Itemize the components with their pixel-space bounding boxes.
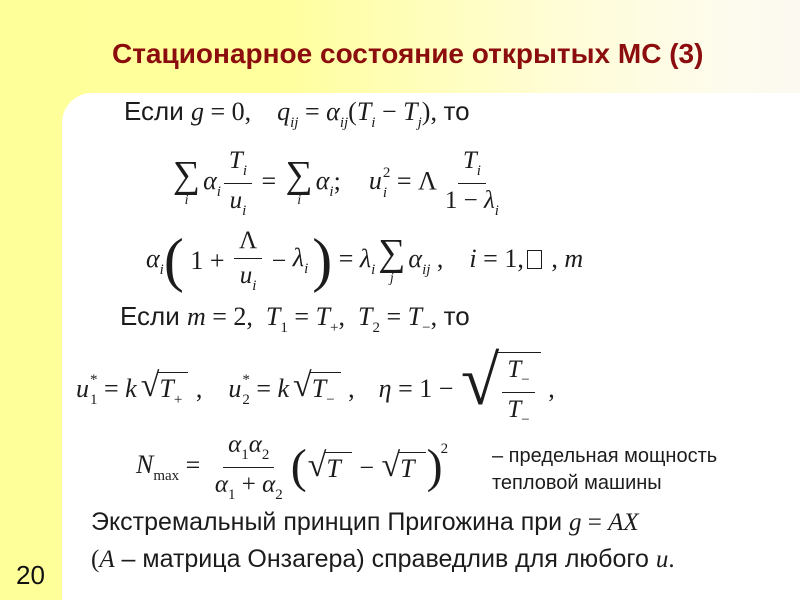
math-subsup-stack xyxy=(90,373,98,408)
math-scripted xyxy=(159,375,182,409)
math-text: , xyxy=(338,302,358,331)
math-text: − xyxy=(521,372,530,388)
math-text: i xyxy=(304,261,309,278)
math-radical xyxy=(140,367,189,409)
math-text: = xyxy=(255,166,283,196)
math-sub xyxy=(495,203,499,219)
math-scripted xyxy=(265,302,288,336)
math-text: i xyxy=(469,243,477,273)
sum-icon: ∑ xyxy=(285,154,313,197)
math-radicand xyxy=(157,372,188,409)
math-text: k xyxy=(277,373,290,403)
math-text: T xyxy=(358,302,373,331)
radical-icon: √ xyxy=(293,367,312,405)
math-scripted xyxy=(229,186,247,219)
math-text: i xyxy=(159,261,164,278)
math-text: 1 + xyxy=(183,246,231,276)
math-text: − xyxy=(422,320,431,336)
math-sub xyxy=(90,393,98,408)
math-radical xyxy=(307,447,352,485)
math-text: T xyxy=(311,374,327,404)
right-paren: ) xyxy=(426,439,443,493)
math-text: α xyxy=(228,431,242,458)
left-paren: ( xyxy=(290,439,307,493)
formula-optimal-velocities xyxy=(76,343,555,430)
math-scripted xyxy=(228,431,249,463)
left-paren: ( xyxy=(163,227,184,294)
math-text: T xyxy=(507,356,522,383)
math-text: α xyxy=(203,166,217,196)
math-radical xyxy=(293,367,341,409)
math-text: α xyxy=(262,470,276,498)
math-text: + xyxy=(235,470,263,498)
math-scripted xyxy=(239,262,257,294)
math-text: α xyxy=(214,470,228,498)
math-text: u xyxy=(368,166,382,196)
math-text: α xyxy=(315,166,330,196)
math-text: = xyxy=(179,450,207,480)
math-text: i xyxy=(216,184,221,201)
math-sub xyxy=(372,320,380,336)
math-text: , xyxy=(341,373,355,403)
math-text: = xyxy=(249,373,278,403)
math-text: α xyxy=(326,97,340,126)
math-scripted xyxy=(403,97,422,131)
math-text: = xyxy=(581,509,609,536)
math-sub xyxy=(153,468,179,484)
math-sub xyxy=(252,278,256,294)
math-text: = xyxy=(287,302,316,331)
math-text: = xyxy=(332,243,360,273)
math-text: − xyxy=(521,411,530,428)
math-text: m xyxy=(564,243,584,273)
math-scripted xyxy=(359,243,376,278)
math-text: i xyxy=(242,202,247,219)
math-text: i xyxy=(242,163,247,179)
math-radicand xyxy=(324,452,351,482)
math-sub xyxy=(371,262,375,278)
math-paren-group xyxy=(164,226,332,296)
math-sub xyxy=(242,203,246,219)
math-text: = 1, xyxy=(476,243,524,273)
math-scripted xyxy=(262,470,283,503)
math-text: N xyxy=(136,450,154,480)
math-scripted xyxy=(228,147,247,179)
math-text: 1 xyxy=(241,447,249,463)
math-radicand xyxy=(497,352,540,430)
math-text: 2 xyxy=(275,486,283,503)
math-sub xyxy=(241,447,249,463)
math-scripted xyxy=(203,166,221,201)
math-text: ( xyxy=(348,97,357,126)
math-sub xyxy=(340,115,348,131)
math-scripted xyxy=(408,243,431,278)
math-text: ij xyxy=(290,115,299,131)
math-text: * xyxy=(90,372,98,389)
math-text: T xyxy=(228,147,243,174)
math-text: , xyxy=(189,373,203,403)
math-text: u xyxy=(228,373,242,403)
math-text: − xyxy=(265,246,293,276)
math-sub xyxy=(521,372,529,388)
math-sub xyxy=(477,163,481,179)
math-radical xyxy=(381,447,426,485)
math-text: α xyxy=(248,431,262,458)
math-text: 1 xyxy=(280,320,288,336)
math-radicand xyxy=(398,452,425,482)
math-text: − xyxy=(352,452,381,482)
math-text: i xyxy=(494,202,499,219)
math-scripted xyxy=(507,395,530,428)
math-text: 1 xyxy=(90,392,98,409)
math-text: i xyxy=(476,163,481,179)
math-sub xyxy=(422,320,430,336)
math-text: ( xyxy=(91,546,100,573)
math-sum xyxy=(173,154,201,209)
math-sup xyxy=(242,373,250,388)
math-denominator xyxy=(235,259,262,296)
math-scripted xyxy=(407,302,431,336)
math-text: k xyxy=(125,373,137,403)
math-text: i xyxy=(329,184,334,201)
math-radicand xyxy=(310,372,341,409)
math-text: T xyxy=(315,302,331,331)
math-text: = 2, xyxy=(205,302,266,331)
math-text: T xyxy=(407,302,423,331)
math-text: λ xyxy=(359,243,372,273)
math-text: 2 xyxy=(382,164,391,181)
page-number: 20 xyxy=(16,560,45,590)
math-sum xyxy=(285,154,313,209)
math-text: α xyxy=(408,243,423,273)
missing-glyph-box xyxy=(527,250,542,269)
math-text: ij xyxy=(422,261,431,278)
math-fraction xyxy=(210,430,288,505)
prigogine-principle-line-1 xyxy=(91,509,639,536)
math-denominator xyxy=(210,468,288,505)
math-text: * xyxy=(242,372,250,389)
math-scripted xyxy=(277,97,299,131)
math-text: 1 xyxy=(227,486,236,503)
math-text: , xyxy=(544,243,565,273)
math-text: 1 − xyxy=(444,186,484,214)
math-exponent: 2 xyxy=(440,441,449,458)
math-text: , xyxy=(430,302,444,331)
math-radical xyxy=(460,343,541,430)
math-text: Если xyxy=(120,301,187,331)
math-paren-body xyxy=(307,447,427,485)
math-denominator xyxy=(225,184,252,221)
max-power-note-line-2: тепловой машины xyxy=(492,472,662,494)
math-sub xyxy=(275,487,283,503)
math-sub xyxy=(174,392,182,408)
math-scripted xyxy=(248,431,270,463)
math-text: i xyxy=(371,115,376,131)
radical-icon: √ xyxy=(140,367,160,405)
math-numerator xyxy=(234,226,262,259)
math-paren-group xyxy=(290,439,443,493)
math-scripted xyxy=(312,375,335,409)
math-text: T xyxy=(265,302,281,331)
math-scripted xyxy=(507,356,530,388)
math-scripted xyxy=(76,372,98,409)
math-text: + xyxy=(173,392,183,409)
math-text: i xyxy=(382,184,387,201)
math-text: Экстремальный принцип Пригожина при xyxy=(91,508,570,536)
formula-intro-condition xyxy=(124,98,470,132)
math-text: λ xyxy=(483,186,495,214)
math-scripted xyxy=(228,372,250,409)
math-text: = 1 − xyxy=(391,373,460,403)
math-text: T xyxy=(507,395,522,423)
math-fraction xyxy=(440,146,504,221)
page-title: Стационарное состояние открытых МС (3) xyxy=(112,38,704,69)
sum-icon: ∑ xyxy=(378,231,406,274)
math-sub xyxy=(217,184,221,200)
formula-max-power xyxy=(136,430,448,505)
math-sub xyxy=(330,320,338,336)
math-numerator xyxy=(224,146,252,184)
math-text: u xyxy=(76,373,89,403)
math-text: ij xyxy=(339,115,349,131)
math-fraction xyxy=(234,226,262,296)
max-power-note-line-1: – предельная мощность xyxy=(492,445,718,467)
math-text: = xyxy=(298,97,327,126)
math-text: α xyxy=(146,243,160,273)
math-text: T xyxy=(326,454,341,484)
math-text: − xyxy=(375,97,404,126)
prigogine-principle-line-2 xyxy=(91,546,675,573)
math-text: T xyxy=(400,454,415,484)
math-text: g xyxy=(569,509,582,536)
math-text: A xyxy=(99,546,115,573)
math-paren-body xyxy=(184,226,312,296)
math-sub xyxy=(243,163,247,179)
formula-alpha-relation xyxy=(146,226,583,296)
math-sub xyxy=(383,186,387,201)
formula-sum-identity xyxy=(170,146,507,221)
math-scripted xyxy=(146,243,164,278)
math-text: q xyxy=(277,97,291,126)
math-text: j xyxy=(417,115,422,131)
math-scripted xyxy=(315,302,339,336)
math-text: Если xyxy=(124,96,191,126)
radical-icon: √ xyxy=(460,343,500,420)
math-sup xyxy=(90,373,98,388)
math-text: 2 xyxy=(261,447,270,463)
math-text: = xyxy=(379,302,408,331)
math-text: ), xyxy=(421,97,444,126)
right-paren: ) xyxy=(312,227,333,294)
math-text: Λ xyxy=(238,227,258,254)
math-text: T xyxy=(159,374,174,404)
math-text: η xyxy=(378,373,392,403)
math-denominator xyxy=(502,393,534,430)
math-scripted xyxy=(293,244,308,278)
math-text: 2 xyxy=(242,392,250,409)
math-numerator xyxy=(223,430,274,468)
math-text: ; xyxy=(333,166,341,196)
math-text: u xyxy=(239,262,253,289)
math-text: T xyxy=(356,97,372,126)
sum-icon: ∑ xyxy=(173,154,201,197)
math-scripted xyxy=(136,450,180,485)
math-sum-index: i xyxy=(297,193,302,209)
math-text: = Λ xyxy=(390,166,437,196)
math-sum xyxy=(378,231,406,286)
math-text: 2 xyxy=(372,320,380,336)
math-scripted xyxy=(358,302,380,336)
math-text: , xyxy=(541,373,555,403)
math-scripted xyxy=(214,470,236,503)
math-denominator xyxy=(440,184,504,221)
math-sub xyxy=(521,412,529,428)
math-sub xyxy=(262,447,270,463)
math-text: m xyxy=(186,302,206,331)
max-power-note xyxy=(492,443,717,497)
math-text: i xyxy=(252,278,257,294)
math-text: то xyxy=(443,301,470,331)
math-text: u xyxy=(229,186,243,214)
math-text: AX xyxy=(608,509,639,536)
math-scripted xyxy=(483,186,499,219)
math-sub xyxy=(326,392,334,408)
math-text: . xyxy=(668,546,675,573)
math-text: u xyxy=(655,546,669,573)
math-fraction xyxy=(502,355,534,430)
math-text: i xyxy=(371,261,376,278)
math-sub xyxy=(280,320,288,336)
math-scripted xyxy=(368,164,391,201)
math-text: – матрица Онзагера) справедлив для любого xyxy=(114,545,656,573)
math-text: то xyxy=(443,96,470,126)
math-subsup-stack xyxy=(242,373,250,408)
math-text: + xyxy=(330,320,339,336)
math-scripted xyxy=(326,97,349,131)
math-scripted xyxy=(315,166,334,201)
math-scripted xyxy=(356,97,376,131)
math-sub xyxy=(304,261,308,277)
math-text: = 0, xyxy=(203,97,252,126)
math-text: − xyxy=(326,392,335,409)
math-numerator xyxy=(502,355,534,393)
math-text: , xyxy=(430,243,444,273)
math-fraction xyxy=(224,146,252,221)
math-sub xyxy=(242,393,250,408)
radical-icon: √ xyxy=(307,447,327,485)
math-sum-index: i xyxy=(184,193,189,209)
math-scripted xyxy=(462,147,481,179)
math-numerator xyxy=(458,146,486,184)
math-text: = xyxy=(97,373,126,403)
math-text: max xyxy=(153,468,180,485)
math-text: g xyxy=(190,97,204,126)
math-text: T xyxy=(403,97,418,126)
formula-case-condition xyxy=(120,303,470,337)
math-text: λ xyxy=(292,243,305,273)
math-text: T xyxy=(462,147,477,174)
math-sum-index: j xyxy=(389,270,394,286)
radical-icon: √ xyxy=(381,447,401,485)
